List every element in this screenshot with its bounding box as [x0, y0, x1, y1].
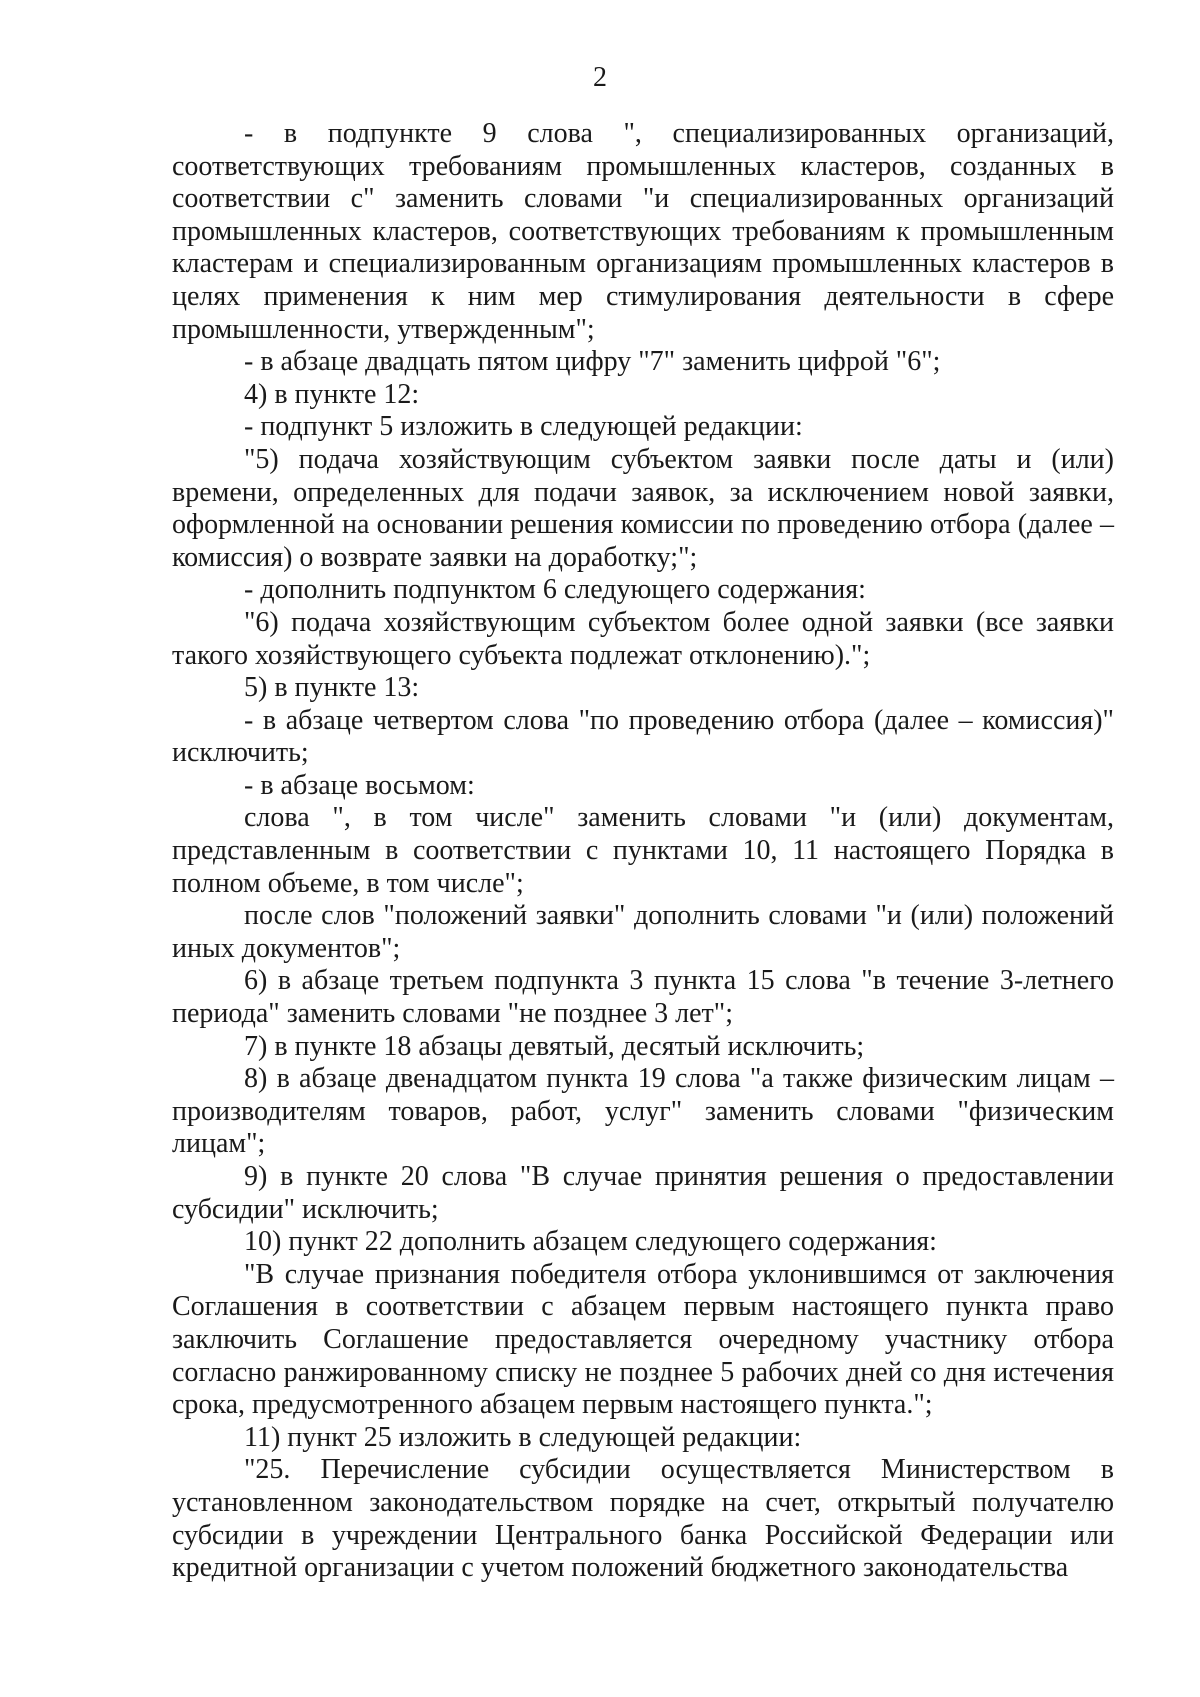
- paragraph: - в абзаце двадцать пятом цифру "7" заменить цифрой "6";: [244, 346, 941, 378]
- paragraph: - в подпункте 9 слова ", специализированных организаций, соответствующих требованиям промышленных кластеров, созданных в соответствии с" заменить словами "и специализированных организаций промышленных кластеров, соответствующих требованиям к промышленным кластерам и специализированным организациям промышленных кластеров в целях применения к ним мер стимулирования деятельности в сфере промышленности, утвержденным";: [172, 118, 1114, 345]
- paragraph: "В случае признания победителя отбора уклонившимся от заключения Соглашения в соответствии с абзацем первым настоящего пункта право заключить Соглашение предоставляется очередному участнику отбора согласно ранжированному списку не позднее 5 рабочих дней со дня истечения срока, предусмотренного абзацем первым настоящего пункта.";: [172, 1258, 1114, 1421]
- paragraph: 9) в пункте 20 слова "В случае принятия решения о предоставлении субсидии" исключить;: [172, 1161, 1114, 1225]
- paragraph: 10) пункт 22 дополнить абзацем следующего содержания:: [244, 1226, 937, 1258]
- paragraph: "25. Перечисление субсидии осуществляется Министерством в установленном законодательством порядке на счет, открытый получателю субсидии в учреждении Центрального банка Российской Федерации или кредитной организации с учетом положений бюджетного законодательства: [172, 1454, 1114, 1584]
- paragraph: - подпункт 5 изложить в следующей редакции:: [244, 411, 803, 443]
- paragraph: слова ", в том числе" заменить словами "и (или) документам, представленным в соответствии с пунктами 10, 11 настоящего Порядка в полном объеме, в том числе";: [172, 802, 1114, 899]
- paragraph: "5) подача хозяйствующим субъектом заявки после даты и (или) времени, определенных для подачи заявок, за исключением новой заявки, оформленной на основании решения комиссии по проведению отбора (далее – комиссия) о возврате заявки на доработку;";: [172, 443, 1114, 573]
- paragraph: 6) в абзаце третьем подпункта 3 пункта 15 слова "в течение 3-летнего периода" заменить словами "не позднее 3 лет";: [172, 965, 1114, 1030]
- paragraph: 4) в пункте 12:: [244, 378, 420, 410]
- paragraph: "6) подача хозяйствующим субъектом более одной заявки (все заявки такого хозяйствующего субъекта подлежат отклонению).";: [172, 606, 1114, 671]
- paragraph: - в абзаце восьмом:: [244, 769, 475, 801]
- paragraph: - дополнить подпунктом 6 следующего содержания:: [244, 574, 866, 606]
- paragraph: 5) в пункте 13:: [244, 672, 420, 704]
- paragraph: 8) в абзаце двенадцатом пункта 19 слова "а также физическим лицам – производителям товаров, работ, услуг" заменить словами "физическим лицам";: [172, 1063, 1114, 1160]
- paragraph: 7) в пункте 18 абзацы девятый, десятый исключить;: [244, 1030, 865, 1062]
- page-number: 2: [593, 62, 607, 93]
- paragraph: после слов "положений заявки" дополнить словами "и (или) положений иных документов";: [172, 900, 1114, 964]
- document-body: [172, 118, 1114, 1585]
- paragraph: - в абзаце четвертом слова "по проведению отбора (далее – комиссия)" исключить;: [172, 704, 1114, 769]
- paragraph: 11) пункт 25 изложить в следующей редакции:: [244, 1421, 802, 1453]
